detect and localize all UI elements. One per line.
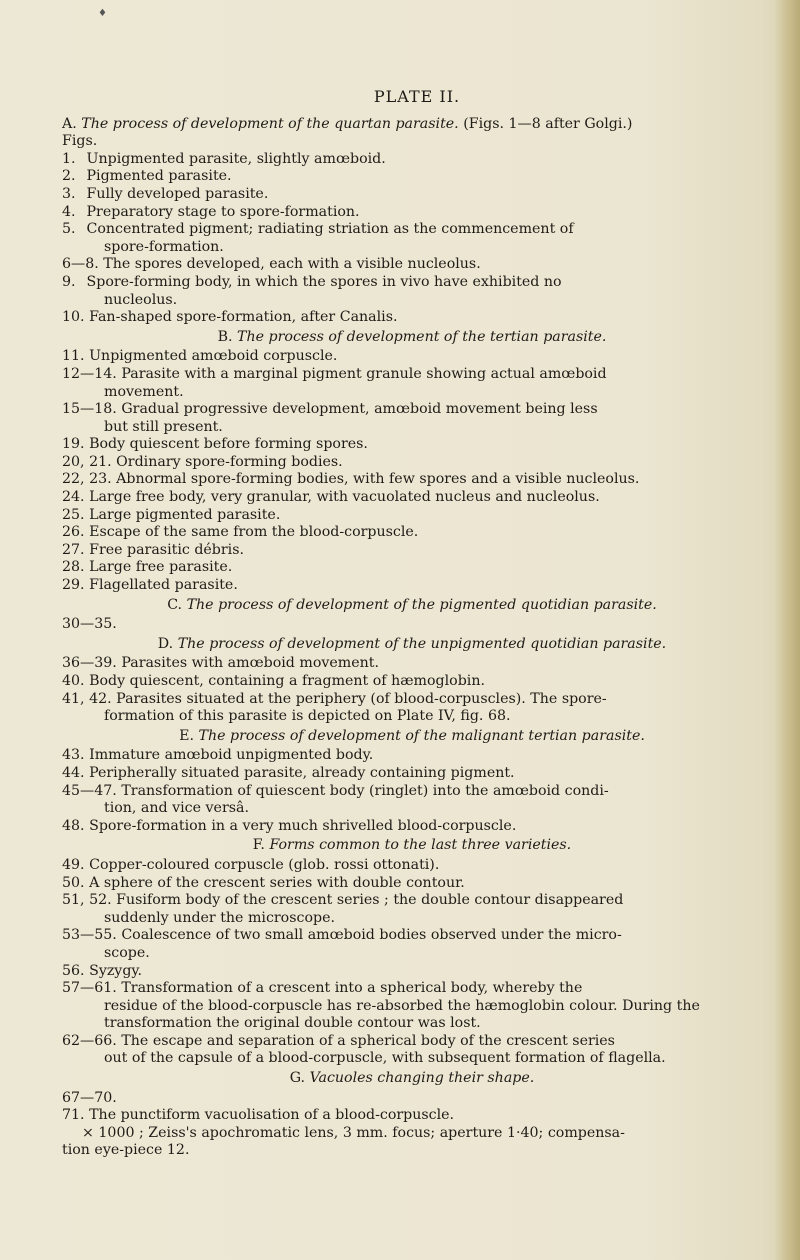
figure-description: The escape and separation of a spherical body of the crescent series bbox=[121, 1032, 615, 1049]
figure-number: 49. bbox=[62, 856, 85, 873]
section-e-list bbox=[62, 747, 762, 835]
section-a-list bbox=[62, 151, 762, 327]
list-item bbox=[62, 1090, 762, 1108]
list-item bbox=[62, 348, 762, 366]
figure-description: Fully developed parasite. bbox=[86, 185, 269, 202]
section-a-note: (Figs. 1—8 after Golgi.) bbox=[463, 115, 633, 132]
list-item bbox=[62, 489, 762, 507]
figure-description-continued: spore-formation. bbox=[104, 238, 224, 255]
section-e-title: The process of development of the malignant tertian parasite. bbox=[198, 727, 645, 744]
figure-number: 43. bbox=[62, 747, 85, 764]
figure-number: 6—8. bbox=[62, 256, 99, 273]
figure-description: A sphere of the crescent series with double contour. bbox=[89, 874, 465, 891]
section-g-letter: G. bbox=[289, 1070, 306, 1087]
section-a-heading bbox=[62, 116, 762, 134]
section-f-heading bbox=[62, 837, 762, 855]
figure-description: Body quiescent, containing a fragment of hæmoglobin. bbox=[89, 673, 485, 689]
figure-description: Abnormal spore-forming bodies, with few spores and a visible nucleolus. bbox=[116, 471, 640, 488]
figure-description-continued: nucleolus. bbox=[104, 291, 178, 308]
figure-description-continued: tion, and vice versâ. bbox=[104, 800, 249, 817]
list-item bbox=[62, 309, 762, 327]
list-item bbox=[62, 691, 762, 726]
section-d-letter: D. bbox=[157, 635, 174, 652]
figure-number: 48. bbox=[62, 817, 85, 834]
section-b-list bbox=[62, 348, 762, 594]
list-item bbox=[62, 875, 762, 893]
list-item bbox=[62, 221, 762, 256]
section-c-title: The process of development of the pigmented quotidian parasite. bbox=[186, 596, 657, 613]
figure-number: 1. bbox=[62, 150, 76, 167]
section-f-list bbox=[62, 857, 762, 1068]
figure-number: 15—18. bbox=[62, 401, 117, 418]
figure-description: Peripherally situated parasite, already containing pigment. bbox=[89, 764, 515, 781]
list-item bbox=[62, 401, 762, 436]
list-item bbox=[62, 151, 762, 169]
section-d-list bbox=[62, 655, 762, 725]
section-b-heading bbox=[62, 329, 762, 347]
section-c-list bbox=[62, 616, 762, 634]
section-b-letter: B. bbox=[217, 328, 233, 345]
figure-description: Concentrated pigment; radiating striation as the commencement of bbox=[86, 221, 574, 238]
figure-description: Ordinary spore-forming bodies. bbox=[116, 453, 343, 470]
figure-number: 10. bbox=[62, 309, 85, 326]
figure-number: 50. bbox=[62, 874, 85, 891]
list-item bbox=[62, 655, 762, 673]
list-item bbox=[62, 765, 762, 783]
figure-number: 56. bbox=[62, 962, 85, 979]
section-c-heading bbox=[62, 597, 762, 615]
figure-description: Immature amœboid unpigmented body. bbox=[89, 747, 374, 764]
list-item bbox=[62, 747, 762, 765]
list-item bbox=[62, 577, 762, 595]
list-item bbox=[62, 366, 762, 401]
figure-number: 19. bbox=[62, 436, 85, 453]
section-d-title: The process of development of the unpigmented quotidian parasite. bbox=[177, 635, 667, 652]
figure-description: Body quiescent before forming spores. bbox=[89, 436, 368, 453]
list-item bbox=[62, 963, 762, 981]
figure-description: Fusiform body of the crescent series ; the double contour disappeared bbox=[116, 892, 624, 909]
figure-number: 36—39. bbox=[62, 655, 117, 672]
figure-description: Gradual progressive development, amœboid movement being less bbox=[121, 401, 598, 418]
plate-legend bbox=[62, 88, 762, 1160]
section-e-heading bbox=[62, 728, 762, 746]
figure-description: Large pigmented parasite. bbox=[89, 506, 281, 523]
footer-line-1: × 1000 ; Zeiss's apochromatic lens, 3 mm. focus; aperture 1·40; compensa- bbox=[82, 1124, 625, 1141]
figure-description-continued: movement. bbox=[104, 383, 184, 400]
figure-number: 27. bbox=[62, 541, 85, 558]
figure-number: 53—55. bbox=[62, 927, 117, 944]
list-item bbox=[62, 168, 762, 186]
figure-description: Fan-shaped spore-formation, after Canalis. bbox=[89, 309, 398, 326]
figure-description-continued: residue of the blood-corpuscle has re-absorbed the hæmoglobin colour. During the transformation the original double contour was lost. bbox=[104, 997, 700, 1032]
figure-description-continued: formation of this parasite is depicted on Plate IV, fig. 68. bbox=[104, 708, 511, 725]
list-item bbox=[62, 436, 762, 454]
list-item bbox=[62, 818, 762, 836]
figure-description: Spore-formation in a very much shrivelled blood-corpuscle. bbox=[89, 817, 517, 834]
figure-description: Syzygy. bbox=[89, 962, 143, 979]
figure-description: Copper-coloured corpuscle (glob. rossi ottonati). bbox=[89, 856, 440, 873]
section-e-letter: E. bbox=[179, 727, 194, 744]
figure-number: 24. bbox=[62, 489, 85, 506]
list-item bbox=[62, 1107, 762, 1125]
figure-number: 20, 21. bbox=[62, 453, 112, 470]
figure-description-continued: out of the capsule of a blood-corpuscle, with subsequent formation of flagella. bbox=[104, 1050, 666, 1067]
list-item bbox=[62, 471, 762, 489]
figure-number: 26. bbox=[62, 524, 85, 541]
list-item bbox=[62, 542, 762, 560]
list-item bbox=[62, 1033, 762, 1068]
figure-description: The spores developed, each with a visible nucleolus. bbox=[103, 256, 481, 273]
figure-number: 22, 23. bbox=[62, 471, 112, 488]
figure-description: Escape of the same from the blood-corpuscle. bbox=[89, 524, 419, 541]
section-g-heading bbox=[62, 1070, 762, 1088]
list-item bbox=[62, 892, 762, 927]
list-item bbox=[62, 857, 762, 875]
figure-number: 45—47. bbox=[62, 782, 117, 799]
plate-title: PLATE II. bbox=[373, 87, 461, 106]
stray-mark: ♦ bbox=[98, 8, 107, 19]
section-g-title: Vacuoles changing their shape. bbox=[309, 1070, 535, 1087]
figure-number: 3. bbox=[62, 185, 76, 202]
list-item bbox=[62, 616, 762, 634]
list-item bbox=[62, 186, 762, 204]
figure-number: 57—61. bbox=[62, 980, 117, 997]
list-item bbox=[62, 274, 762, 309]
section-a-title: The process of development of the quartan parasite. bbox=[81, 115, 459, 132]
section-c-letter: C. bbox=[167, 596, 183, 613]
figure-description: Spore-forming body, in which the spores in vivo have exhibited no bbox=[86, 273, 562, 290]
figure-number: 62—66. bbox=[62, 1032, 117, 1049]
figure-number: 29. bbox=[62, 577, 85, 594]
figure-description-continued: but still present. bbox=[104, 418, 223, 435]
figure-description: Parasite with a marginal pigment granule showing actual amœboid bbox=[121, 365, 607, 382]
list-item bbox=[62, 524, 762, 542]
figure-description: Unpigmented amœboid corpuscle. bbox=[89, 348, 338, 365]
figure-number: 30—35. bbox=[62, 616, 117, 633]
figure-number: 67—70. bbox=[62, 1089, 117, 1106]
section-f-letter: F. bbox=[252, 837, 265, 854]
section-b-title: The process of development of the tertian parasite. bbox=[237, 328, 607, 345]
list-item bbox=[62, 980, 762, 1033]
figure-description: Unpigmented parasite, slightly amœboid. bbox=[86, 150, 386, 167]
figure-description: Preparatory stage to spore-formation. bbox=[86, 203, 360, 220]
section-a-letter: A. bbox=[62, 115, 77, 132]
figure-description: Free parasitic débris. bbox=[89, 541, 244, 558]
list-item bbox=[62, 783, 762, 818]
page-edge-shadow bbox=[774, 0, 800, 1260]
figure-description-continued: suddenly under the microscope. bbox=[104, 909, 335, 926]
figure-description: Transformation of a crescent into a spherical body, whereby the bbox=[121, 980, 583, 997]
figure-description: Coalescence of two small amœboid bodies observed under the micro- bbox=[121, 927, 622, 944]
figure-number: 12—14. bbox=[62, 365, 117, 382]
figure-number: 44. bbox=[62, 764, 85, 781]
figure-description: The punctiform vacuolisation of a blood-corpuscle. bbox=[89, 1107, 455, 1124]
figs-label: Figs. bbox=[62, 133, 98, 150]
figure-number: 9. bbox=[62, 273, 76, 290]
footer-line-2: tion eye-piece 12. bbox=[62, 1142, 190, 1159]
figure-number: 40. bbox=[62, 673, 85, 689]
figure-number: 2. bbox=[62, 168, 76, 185]
figure-description: Transformation of quiescent body (ringlet) into the amœboid condi- bbox=[121, 782, 609, 799]
section-g-list bbox=[62, 1090, 762, 1125]
list-item bbox=[62, 927, 762, 962]
list-item bbox=[62, 204, 762, 222]
figure-description: Parasites with amœboid movement. bbox=[121, 655, 379, 672]
figure-number: 25. bbox=[62, 506, 85, 523]
figure-description: Flagellated parasite. bbox=[89, 577, 238, 594]
figure-description: Pigmented parasite. bbox=[86, 168, 232, 185]
figure-number: 4. bbox=[62, 203, 76, 220]
figure-number: 28. bbox=[62, 559, 85, 576]
figure-number: 5. bbox=[62, 221, 76, 238]
figure-number: 41, 42. bbox=[62, 690, 112, 707]
figure-description-continued: scope. bbox=[104, 944, 150, 961]
figure-number: 11. bbox=[62, 348, 85, 365]
list-item bbox=[62, 673, 762, 691]
section-f-title: Forms common to the last three varieties. bbox=[269, 837, 572, 854]
list-item bbox=[62, 507, 762, 525]
list-item bbox=[62, 454, 762, 472]
figure-number: 51, 52. bbox=[62, 892, 112, 909]
list-item bbox=[62, 256, 762, 274]
list-item bbox=[62, 559, 762, 577]
figure-description: Parasites situated at the periphery (of blood-corpuscles). The spore- bbox=[116, 690, 607, 707]
figure-description: Large free parasite. bbox=[89, 559, 233, 576]
section-d-heading bbox=[62, 636, 762, 654]
figure-description: Large free body, very granular, with vacuolated nucleus and nucleolus. bbox=[89, 489, 600, 506]
figure-number: 71. bbox=[62, 1107, 85, 1124]
